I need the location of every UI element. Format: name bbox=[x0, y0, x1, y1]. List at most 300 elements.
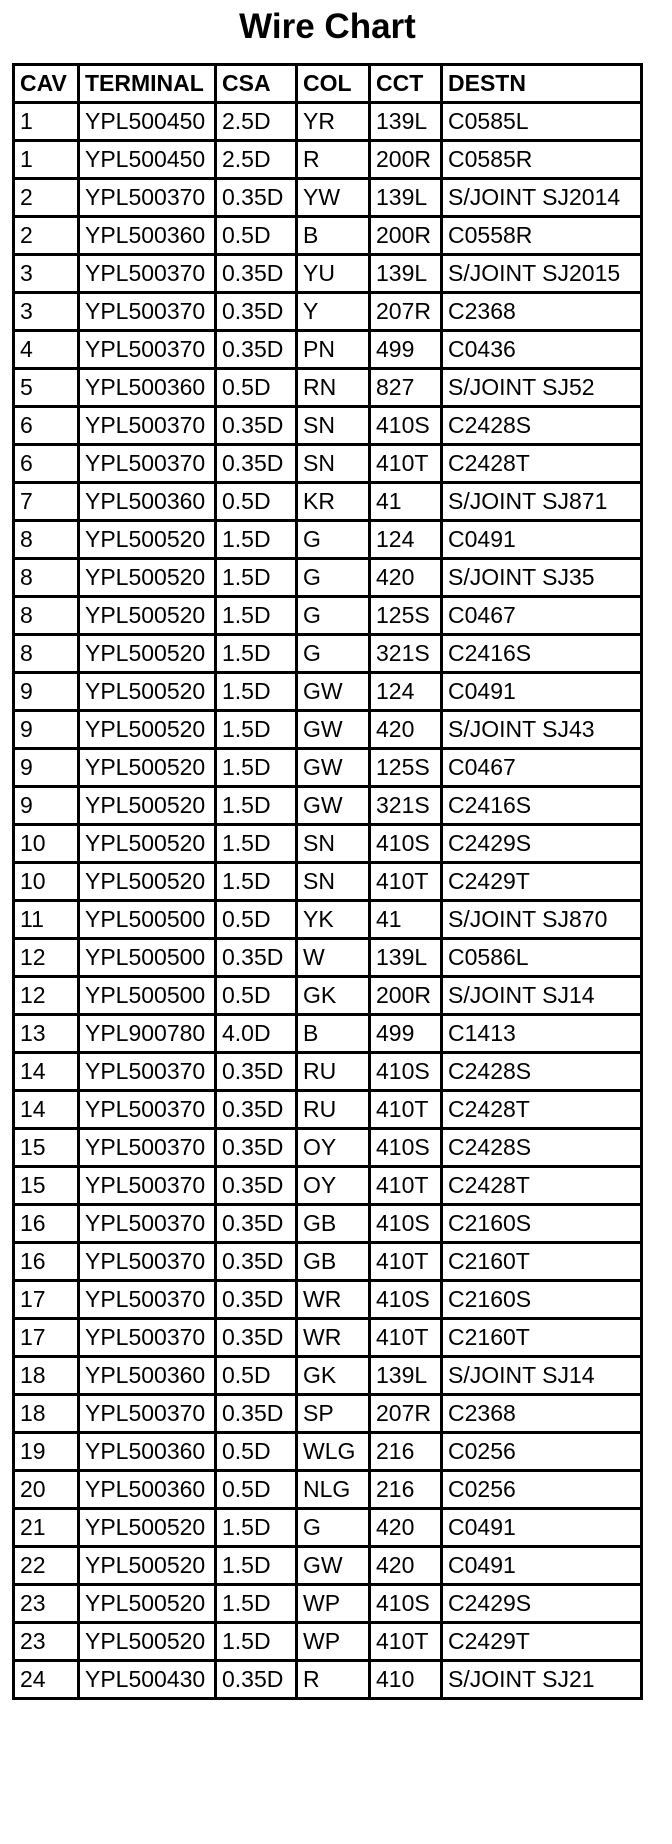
terminal-cell: YPL500450 bbox=[79, 141, 216, 179]
csa-cell: 0.5D bbox=[216, 483, 297, 521]
table-row bbox=[14, 179, 642, 217]
cav-cell: 10 bbox=[14, 825, 79, 863]
col-cell: R bbox=[297, 141, 370, 179]
csa-cell: 0.35D bbox=[216, 407, 297, 445]
cct-cell: 207R bbox=[370, 1395, 442, 1433]
csa-cell: 1.5D bbox=[216, 597, 297, 635]
cav-cell: 8 bbox=[14, 597, 79, 635]
csa-cell: 0.35D bbox=[216, 293, 297, 331]
csa-cell: 2.5D bbox=[216, 103, 297, 141]
csa-cell: 1.5D bbox=[216, 1585, 297, 1623]
table-row bbox=[14, 939, 642, 977]
terminal-cell: YPL500520 bbox=[79, 787, 216, 825]
destn-cell: C0585L bbox=[442, 103, 642, 141]
csa-cell: 0.35D bbox=[216, 1281, 297, 1319]
destn-cell: C0491 bbox=[442, 673, 642, 711]
terminal-cell: YPL500520 bbox=[79, 1623, 216, 1661]
col-cell: WR bbox=[297, 1281, 370, 1319]
cav-cell: 17 bbox=[14, 1319, 79, 1357]
cct-cell: 410T bbox=[370, 1319, 442, 1357]
col-cell: SN bbox=[297, 863, 370, 901]
table-row bbox=[14, 255, 642, 293]
col-cell: WLG bbox=[297, 1433, 370, 1471]
table-row bbox=[14, 1357, 642, 1395]
cct-cell: 410T bbox=[370, 445, 442, 483]
csa-cell: 0.5D bbox=[216, 1471, 297, 1509]
cct-cell: 139L bbox=[370, 103, 442, 141]
cct-cell: 200R bbox=[370, 217, 442, 255]
cav-cell: 12 bbox=[14, 977, 79, 1015]
terminal-cell: YPL500520 bbox=[79, 1547, 216, 1585]
csa-cell: 1.5D bbox=[216, 559, 297, 597]
table-row bbox=[14, 1167, 642, 1205]
destn-cell: C0256 bbox=[442, 1471, 642, 1509]
cct-cell: 200R bbox=[370, 141, 442, 179]
col-cell: GW bbox=[297, 787, 370, 825]
cav-cell: 9 bbox=[14, 673, 79, 711]
table-row bbox=[14, 331, 642, 369]
table-row bbox=[14, 293, 642, 331]
col-cell: G bbox=[297, 521, 370, 559]
csa-cell: 1.5D bbox=[216, 1509, 297, 1547]
terminal-cell: YPL500500 bbox=[79, 939, 216, 977]
col-cell: SN bbox=[297, 825, 370, 863]
table-row bbox=[14, 103, 642, 141]
destn-cell: S/JOINT SJ52 bbox=[442, 369, 642, 407]
csa-cell: 1.5D bbox=[216, 787, 297, 825]
cav-cell: 9 bbox=[14, 749, 79, 787]
cct-cell: 410S bbox=[370, 1281, 442, 1319]
destn-cell: C2428T bbox=[442, 1167, 642, 1205]
terminal-cell: YPL500370 bbox=[79, 1281, 216, 1319]
col-cell: GW bbox=[297, 711, 370, 749]
cct-cell: 216 bbox=[370, 1471, 442, 1509]
terminal-cell: YPL500360 bbox=[79, 369, 216, 407]
col-cell: YK bbox=[297, 901, 370, 939]
cav-cell: 1 bbox=[14, 103, 79, 141]
csa-cell: 0.5D bbox=[216, 977, 297, 1015]
csa-cell: 0.35D bbox=[216, 1243, 297, 1281]
cav-cell: 6 bbox=[14, 445, 79, 483]
csa-cell: 0.35D bbox=[216, 939, 297, 977]
cav-cell: 22 bbox=[14, 1547, 79, 1585]
cav-cell: 3 bbox=[14, 255, 79, 293]
cav-cell: 8 bbox=[14, 559, 79, 597]
cct-cell: 125S bbox=[370, 597, 442, 635]
cct-cell: 420 bbox=[370, 559, 442, 597]
col-cell: SN bbox=[297, 445, 370, 483]
csa-cell: 1.5D bbox=[216, 1623, 297, 1661]
cav-cell: 5 bbox=[14, 369, 79, 407]
cct-cell: 410S bbox=[370, 407, 442, 445]
table-row bbox=[14, 1547, 642, 1585]
col-cell: WP bbox=[297, 1623, 370, 1661]
terminal-cell: YPL500520 bbox=[79, 749, 216, 787]
csa-cell: 0.5D bbox=[216, 1357, 297, 1395]
cav-cell: 4 bbox=[14, 331, 79, 369]
cav-cell: 8 bbox=[14, 635, 79, 673]
terminal-cell: YPL500370 bbox=[79, 331, 216, 369]
table-row bbox=[14, 1395, 642, 1433]
csa-cell: 4.0D bbox=[216, 1015, 297, 1053]
column-header-col: COL bbox=[297, 65, 370, 103]
csa-cell: 0.35D bbox=[216, 1091, 297, 1129]
destn-cell: C2428S bbox=[442, 407, 642, 445]
cav-cell: 6 bbox=[14, 407, 79, 445]
col-cell: YW bbox=[297, 179, 370, 217]
terminal-cell: YPL500520 bbox=[79, 1509, 216, 1547]
csa-cell: 0.35D bbox=[216, 1053, 297, 1091]
cct-cell: 499 bbox=[370, 331, 442, 369]
cct-cell: 139L bbox=[370, 939, 442, 977]
col-cell: B bbox=[297, 217, 370, 255]
destn-cell: C2429T bbox=[442, 1623, 642, 1661]
destn-cell: C2428S bbox=[442, 1053, 642, 1091]
table-row bbox=[14, 521, 642, 559]
column-header-terminal: TERMINAL bbox=[79, 65, 216, 103]
destn-cell: C2368 bbox=[442, 293, 642, 331]
csa-cell: 0.35D bbox=[216, 1205, 297, 1243]
cav-cell: 18 bbox=[14, 1357, 79, 1395]
terminal-cell: YPL500360 bbox=[79, 1357, 216, 1395]
table-row bbox=[14, 1623, 642, 1661]
cct-cell: 499 bbox=[370, 1015, 442, 1053]
csa-cell: 0.35D bbox=[216, 1395, 297, 1433]
cct-cell: 410T bbox=[370, 1623, 442, 1661]
terminal-cell: YPL500370 bbox=[79, 407, 216, 445]
terminal-cell: YPL500370 bbox=[79, 1053, 216, 1091]
col-cell: SP bbox=[297, 1395, 370, 1433]
terminal-cell: YPL500520 bbox=[79, 673, 216, 711]
terminal-cell: YPL500430 bbox=[79, 1661, 216, 1699]
cav-cell: 23 bbox=[14, 1623, 79, 1661]
cav-cell: 1 bbox=[14, 141, 79, 179]
destn-cell: C2428T bbox=[442, 445, 642, 483]
col-cell: G bbox=[297, 635, 370, 673]
table-row bbox=[14, 977, 642, 1015]
destn-cell: C2428T bbox=[442, 1091, 642, 1129]
table-row bbox=[14, 1015, 642, 1053]
col-cell: RN bbox=[297, 369, 370, 407]
col-cell: YU bbox=[297, 255, 370, 293]
terminal-cell: YPL500520 bbox=[79, 711, 216, 749]
terminal-cell: YPL500520 bbox=[79, 635, 216, 673]
terminal-cell: YPL500370 bbox=[79, 293, 216, 331]
terminal-cell: YPL500370 bbox=[79, 255, 216, 293]
cct-cell: 410S bbox=[370, 1585, 442, 1623]
terminal-cell: YPL500370 bbox=[79, 1243, 216, 1281]
column-header-cav: CAV bbox=[14, 65, 79, 103]
destn-cell: S/JOINT SJ43 bbox=[442, 711, 642, 749]
cav-cell: 9 bbox=[14, 711, 79, 749]
cav-cell: 8 bbox=[14, 521, 79, 559]
table-row bbox=[14, 1433, 642, 1471]
cct-cell: 410S bbox=[370, 1129, 442, 1167]
csa-cell: 1.5D bbox=[216, 749, 297, 787]
col-cell: RU bbox=[297, 1053, 370, 1091]
destn-cell: S/JOINT SJ21 bbox=[442, 1661, 642, 1699]
cct-cell: 139L bbox=[370, 179, 442, 217]
csa-cell: 0.35D bbox=[216, 331, 297, 369]
cct-cell: 420 bbox=[370, 1509, 442, 1547]
destn-cell: C2160S bbox=[442, 1281, 642, 1319]
csa-cell: 2.5D bbox=[216, 141, 297, 179]
col-cell: W bbox=[297, 939, 370, 977]
csa-cell: 1.5D bbox=[216, 863, 297, 901]
destn-cell: C2368 bbox=[442, 1395, 642, 1433]
column-header-csa: CSA bbox=[216, 65, 297, 103]
cav-cell: 15 bbox=[14, 1129, 79, 1167]
cct-cell: 200R bbox=[370, 977, 442, 1015]
cav-cell: 20 bbox=[14, 1471, 79, 1509]
terminal-cell: YPL500450 bbox=[79, 103, 216, 141]
csa-cell: 0.5D bbox=[216, 1433, 297, 1471]
cct-cell: 321S bbox=[370, 635, 442, 673]
terminal-cell: YPL500520 bbox=[79, 597, 216, 635]
table-row bbox=[14, 1585, 642, 1623]
cav-cell: 24 bbox=[14, 1661, 79, 1699]
terminal-cell: YPL500370 bbox=[79, 1395, 216, 1433]
destn-cell: C2428S bbox=[442, 1129, 642, 1167]
csa-cell: 0.5D bbox=[216, 217, 297, 255]
terminal-cell: YPL500500 bbox=[79, 977, 216, 1015]
terminal-cell: YPL500360 bbox=[79, 1433, 216, 1471]
destn-cell: C0491 bbox=[442, 1509, 642, 1547]
col-cell: KR bbox=[297, 483, 370, 521]
col-cell: NLG bbox=[297, 1471, 370, 1509]
table-row bbox=[14, 1053, 642, 1091]
csa-cell: 0.35D bbox=[216, 255, 297, 293]
destn-cell: C2160S bbox=[442, 1205, 642, 1243]
cav-cell: 2 bbox=[14, 217, 79, 255]
cct-cell: 410 bbox=[370, 1661, 442, 1699]
col-cell: G bbox=[297, 1509, 370, 1547]
col-cell: GK bbox=[297, 977, 370, 1015]
terminal-cell: YPL500370 bbox=[79, 179, 216, 217]
destn-cell: C2429T bbox=[442, 863, 642, 901]
terminal-cell: YPL500520 bbox=[79, 825, 216, 863]
terminal-cell: YPL500370 bbox=[79, 1167, 216, 1205]
terminal-cell: YPL500360 bbox=[79, 1471, 216, 1509]
col-cell: Y bbox=[297, 293, 370, 331]
cct-cell: 420 bbox=[370, 711, 442, 749]
destn-cell: S/JOINT SJ14 bbox=[442, 1357, 642, 1395]
csa-cell: 1.5D bbox=[216, 711, 297, 749]
terminal-cell: YPL500370 bbox=[79, 445, 216, 483]
destn-cell: C0467 bbox=[442, 749, 642, 787]
terminal-cell: YPL500500 bbox=[79, 901, 216, 939]
col-cell: GW bbox=[297, 749, 370, 787]
cct-cell: 410S bbox=[370, 825, 442, 863]
cct-cell: 207R bbox=[370, 293, 442, 331]
table-row bbox=[14, 597, 642, 635]
destn-cell: C0585R bbox=[442, 141, 642, 179]
col-cell: WP bbox=[297, 1585, 370, 1623]
table-row bbox=[14, 369, 642, 407]
terminal-cell: YPL500520 bbox=[79, 1585, 216, 1623]
destn-cell: C0256 bbox=[442, 1433, 642, 1471]
terminal-cell: YPL500520 bbox=[79, 521, 216, 559]
cct-cell: 410T bbox=[370, 1167, 442, 1205]
terminal-cell: YPL500360 bbox=[79, 483, 216, 521]
column-header-destn: DESTN bbox=[442, 65, 642, 103]
col-cell: G bbox=[297, 559, 370, 597]
destn-cell: S/JOINT SJ870 bbox=[442, 901, 642, 939]
table-row bbox=[14, 483, 642, 521]
csa-cell: 0.5D bbox=[216, 901, 297, 939]
col-cell: PN bbox=[297, 331, 370, 369]
col-cell: GK bbox=[297, 1357, 370, 1395]
cav-cell: 9 bbox=[14, 787, 79, 825]
cav-cell: 16 bbox=[14, 1205, 79, 1243]
destn-cell: C0586L bbox=[442, 939, 642, 977]
table-row bbox=[14, 559, 642, 597]
table-row bbox=[14, 749, 642, 787]
table-row bbox=[14, 407, 642, 445]
csa-cell: 0.35D bbox=[216, 1319, 297, 1357]
destn-cell: S/JOINT SJ35 bbox=[442, 559, 642, 597]
terminal-cell: YPL500370 bbox=[79, 1205, 216, 1243]
csa-cell: 0.35D bbox=[216, 179, 297, 217]
cct-cell: 124 bbox=[370, 673, 442, 711]
terminal-cell: YPL900780 bbox=[79, 1015, 216, 1053]
table-row bbox=[14, 1319, 642, 1357]
table-row bbox=[14, 1509, 642, 1547]
cav-cell: 10 bbox=[14, 863, 79, 901]
csa-cell: 0.35D bbox=[216, 445, 297, 483]
cav-cell: 13 bbox=[14, 1015, 79, 1053]
cav-cell: 19 bbox=[14, 1433, 79, 1471]
table-row bbox=[14, 711, 642, 749]
cav-cell: 14 bbox=[14, 1053, 79, 1091]
destn-cell: C0491 bbox=[442, 1547, 642, 1585]
table-row bbox=[14, 787, 642, 825]
col-cell: GW bbox=[297, 1547, 370, 1585]
col-cell: B bbox=[297, 1015, 370, 1053]
col-cell: YR bbox=[297, 103, 370, 141]
cav-cell: 23 bbox=[14, 1585, 79, 1623]
terminal-cell: YPL500370 bbox=[79, 1091, 216, 1129]
destn-cell: S/JOINT SJ14 bbox=[442, 977, 642, 1015]
page-title: Wire Chart bbox=[239, 7, 416, 46]
column-header-cct: CCT bbox=[370, 65, 442, 103]
cct-cell: 139L bbox=[370, 255, 442, 293]
csa-cell: 0.35D bbox=[216, 1129, 297, 1167]
table-row bbox=[14, 1129, 642, 1167]
cav-cell: 21 bbox=[14, 1509, 79, 1547]
csa-cell: 0.35D bbox=[216, 1167, 297, 1205]
col-cell: OY bbox=[297, 1167, 370, 1205]
cct-cell: 827 bbox=[370, 369, 442, 407]
table-row bbox=[14, 863, 642, 901]
destn-cell: C2160T bbox=[442, 1243, 642, 1281]
destn-cell: S/JOINT SJ871 bbox=[442, 483, 642, 521]
destn-cell: C0558R bbox=[442, 217, 642, 255]
cct-cell: 410T bbox=[370, 1091, 442, 1129]
table-row bbox=[14, 1661, 642, 1699]
csa-cell: 1.5D bbox=[216, 825, 297, 863]
table-row bbox=[14, 1471, 642, 1509]
destn-cell: C2416S bbox=[442, 635, 642, 673]
destn-cell: S/JOINT SJ2014 bbox=[442, 179, 642, 217]
cct-cell: 125S bbox=[370, 749, 442, 787]
col-cell: GB bbox=[297, 1205, 370, 1243]
cct-cell: 139L bbox=[370, 1357, 442, 1395]
table-body bbox=[14, 103, 642, 1699]
destn-cell: C2429S bbox=[442, 825, 642, 863]
cct-cell: 321S bbox=[370, 787, 442, 825]
wire-chart-table bbox=[12, 63, 643, 1700]
col-cell: R bbox=[297, 1661, 370, 1699]
col-cell: GB bbox=[297, 1243, 370, 1281]
table-row bbox=[14, 141, 642, 179]
table-row bbox=[14, 901, 642, 939]
col-cell: WR bbox=[297, 1319, 370, 1357]
col-cell: SN bbox=[297, 407, 370, 445]
terminal-cell: YPL500520 bbox=[79, 863, 216, 901]
table-row bbox=[14, 1281, 642, 1319]
table-row bbox=[14, 217, 642, 255]
table-row bbox=[14, 445, 642, 483]
csa-cell: 1.5D bbox=[216, 635, 297, 673]
table-row bbox=[14, 825, 642, 863]
destn-cell: C2160T bbox=[442, 1319, 642, 1357]
cct-cell: 410T bbox=[370, 1243, 442, 1281]
table-row bbox=[14, 635, 642, 673]
table-row bbox=[14, 673, 642, 711]
terminal-cell: YPL500360 bbox=[79, 217, 216, 255]
csa-cell: 0.5D bbox=[216, 369, 297, 407]
cav-cell: 18 bbox=[14, 1395, 79, 1433]
csa-cell: 1.5D bbox=[216, 1547, 297, 1585]
cct-cell: 41 bbox=[370, 483, 442, 521]
cct-cell: 410T bbox=[370, 863, 442, 901]
cct-cell: 420 bbox=[370, 1547, 442, 1585]
destn-cell: C2429S bbox=[442, 1585, 642, 1623]
cav-cell: 2 bbox=[14, 179, 79, 217]
destn-cell: C1413 bbox=[442, 1015, 642, 1053]
table-row bbox=[14, 1243, 642, 1281]
cav-cell: 16 bbox=[14, 1243, 79, 1281]
cav-cell: 14 bbox=[14, 1091, 79, 1129]
csa-cell: 1.5D bbox=[216, 521, 297, 559]
cct-cell: 216 bbox=[370, 1433, 442, 1471]
col-cell: RU bbox=[297, 1091, 370, 1129]
cav-cell: 7 bbox=[14, 483, 79, 521]
csa-cell: 1.5D bbox=[216, 673, 297, 711]
destn-cell: S/JOINT SJ2015 bbox=[442, 255, 642, 293]
cct-cell: 410S bbox=[370, 1205, 442, 1243]
col-cell: G bbox=[297, 597, 370, 635]
col-cell: OY bbox=[297, 1129, 370, 1167]
cct-cell: 41 bbox=[370, 901, 442, 939]
cct-cell: 124 bbox=[370, 521, 442, 559]
cav-cell: 17 bbox=[14, 1281, 79, 1319]
cav-cell: 11 bbox=[14, 901, 79, 939]
destn-cell: C2416S bbox=[442, 787, 642, 825]
col-cell: GW bbox=[297, 673, 370, 711]
destn-cell: C0436 bbox=[442, 331, 642, 369]
terminal-cell: YPL500520 bbox=[79, 559, 216, 597]
terminal-cell: YPL500370 bbox=[79, 1319, 216, 1357]
table-row bbox=[14, 1091, 642, 1129]
cct-cell: 410S bbox=[370, 1053, 442, 1091]
cav-cell: 12 bbox=[14, 939, 79, 977]
terminal-cell: YPL500370 bbox=[79, 1129, 216, 1167]
table-row bbox=[14, 1205, 642, 1243]
csa-cell: 0.35D bbox=[216, 1661, 297, 1699]
header-row bbox=[14, 65, 642, 103]
